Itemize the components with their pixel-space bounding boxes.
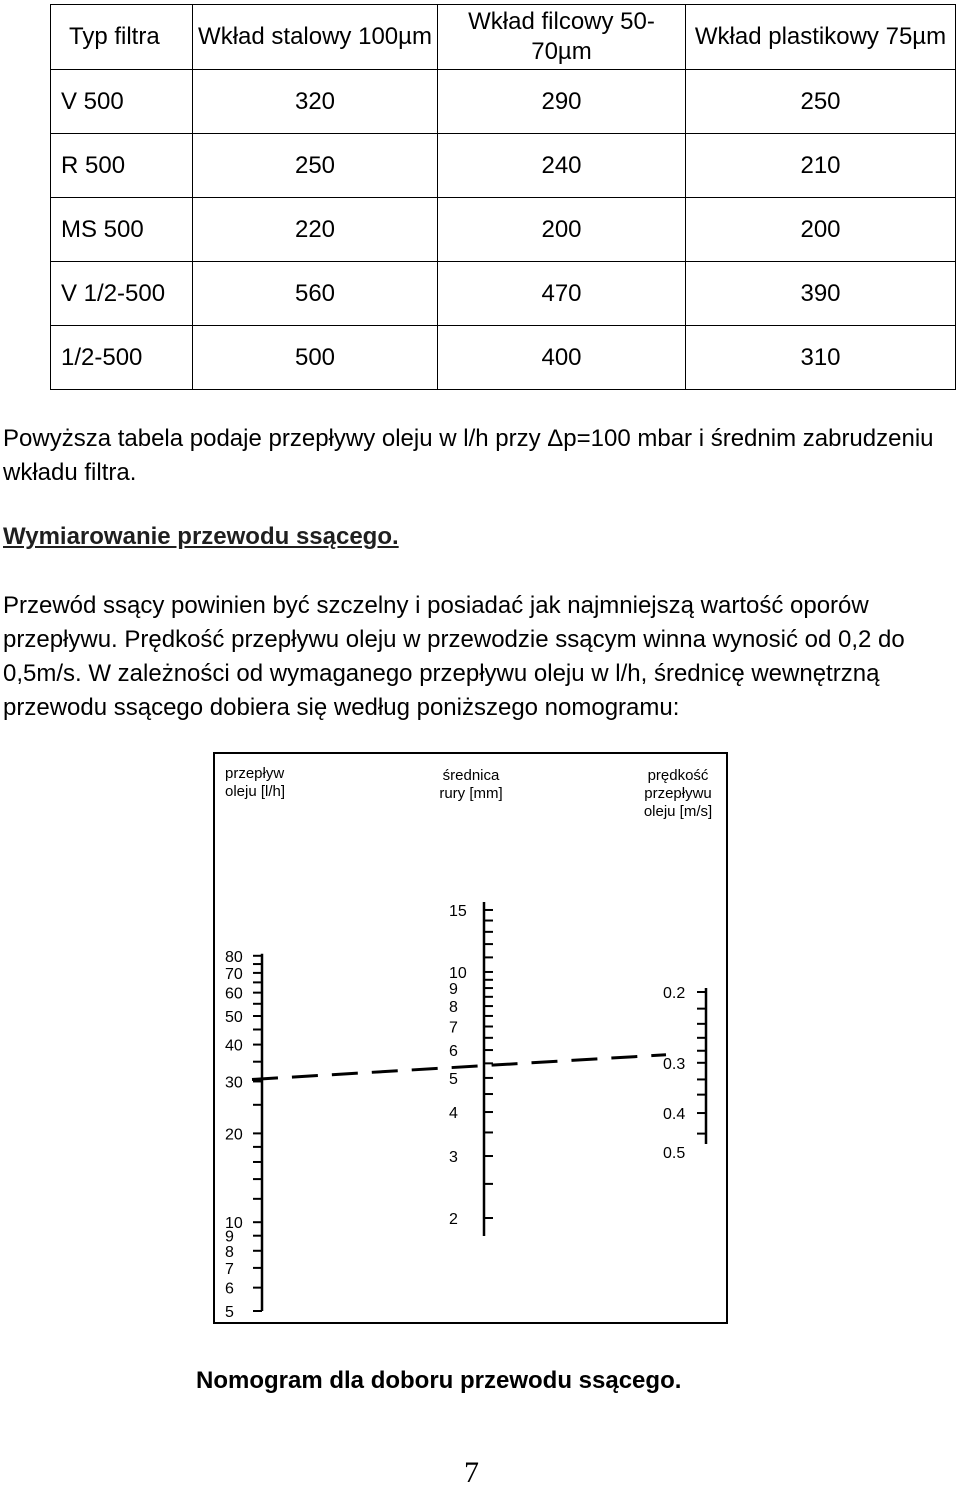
page-number: 7 (464, 1456, 479, 1489)
scale-title-line: średnica (442, 767, 500, 784)
table-header-cell: Typ filtra (51, 5, 193, 70)
filter-flow-table (50, 4, 956, 390)
scale-title-line: oleju [l/h] (225, 783, 286, 800)
table-row (51, 262, 956, 326)
table-header-cell: Wkład stalowy 100µm (193, 5, 438, 70)
flow-tick-label: 80 (225, 948, 243, 966)
velocity-tick-label: 0.3 (663, 1055, 686, 1073)
table-cell-value: 310 (686, 326, 956, 390)
velocity-scale-axis (663, 985, 706, 1162)
table-cell-type: 1/2-500 (51, 326, 193, 390)
table-row (51, 198, 956, 262)
table-cell-value: 290 (438, 70, 686, 134)
diameter-tick-label: 5 (449, 1070, 458, 1088)
diameter-tick-label: 6 (449, 1043, 458, 1061)
scale-title-line: prędkość (647, 767, 709, 784)
scale-title-line: oleju [m/s] (643, 803, 713, 820)
diameter-scale-axis (449, 902, 493, 1236)
table-cell-type: V 1/2-500 (51, 262, 193, 326)
table-row (51, 134, 956, 198)
diameter-tick-label: 10 (449, 964, 467, 982)
table-cell-value: 470 (438, 262, 686, 326)
scale-title-line: rury [mm] (439, 785, 503, 802)
flow-tick-label: 10 (225, 1215, 243, 1233)
diameter-tick-label: 9 (449, 981, 458, 999)
table-cell-value: 210 (686, 134, 956, 198)
table-header-row (51, 5, 956, 70)
table-cell-value: 500 (193, 326, 438, 390)
flow-scale-title (225, 765, 285, 800)
table-header-cell: Wkład plastikowy 75µm (686, 5, 956, 70)
diameter-tick-label: 7 (449, 1019, 458, 1037)
diameter-tick-label: 3 (449, 1149, 458, 1167)
flow-tick-label: 50 (225, 1009, 243, 1026)
flow-tick-label: 6 (225, 1280, 234, 1298)
flow-tick-label: 20 (225, 1126, 243, 1144)
body-paragraph: Przewód ssący powinien być szczelny i posiadać jak najmniejszą wartość oporów przepływu. Prędkość przepływu oleju w przewodzie ssącym winna wynosić od 0,2 do 0,5m/s. W zależności od wymaganego przepływu oleju w l/h, średnicę wewnętrzną przewodu ssącego dobiera się według poniższego nomogramu: (3, 592, 905, 721)
flow-tick-label: 70 (225, 965, 243, 983)
scale-title-line: przepływ (225, 765, 285, 782)
table-cell-value: 200 (438, 198, 686, 262)
velocity-tick-label: 0.4 (663, 1106, 686, 1124)
table-cell-value: 250 (686, 70, 956, 134)
diameter-tick-label: 8 (449, 999, 458, 1017)
figure-caption: Nomogram dla doboru przewodu ssącego. (196, 1367, 682, 1394)
table-cell-value: 400 (438, 326, 686, 390)
diameter-tick-label: 2 (449, 1211, 458, 1228)
table-cell-value: 240 (438, 134, 686, 198)
table-header-cell: Wkład filcowy 50-70µm (438, 5, 686, 70)
velocity-tick-label: 0.5 (663, 1145, 686, 1162)
table-cell-type: R 500 (51, 134, 193, 198)
flow-tick-label: 30 (225, 1074, 243, 1092)
table-cell-value: 560 (193, 262, 438, 326)
flow-scale-axis (225, 949, 262, 1321)
scale-title-line: przepływu (644, 785, 712, 802)
table-cell-value: 320 (193, 70, 438, 134)
flow-tick-label: 5 (225, 1304, 234, 1321)
flow-tick-label: 9 (225, 1228, 234, 1246)
flow-tick-label: 40 (225, 1037, 243, 1055)
nomogram-figure (213, 752, 728, 1324)
table-cell-value: 390 (686, 262, 956, 326)
section-heading: Wymiarowanie przewodu ssącego. (3, 523, 399, 550)
table-cell-value: 220 (193, 198, 438, 262)
nomogram-svg (215, 754, 726, 1322)
flow-tick-label: 7 (225, 1260, 234, 1278)
table-cell-type: V 500 (51, 70, 193, 134)
table-cell-type: MS 500 (51, 198, 193, 262)
flow-tick-label: 60 (225, 985, 243, 1003)
diameter-scale-title (439, 767, 502, 802)
table-row (51, 70, 956, 134)
velocity-tick-label: 0.2 (663, 985, 686, 1002)
example-dashed-line (252, 1055, 666, 1080)
diameter-tick-label: 15 (449, 902, 467, 920)
velocity-scale-title (644, 767, 712, 820)
table-cell-value: 250 (193, 134, 438, 198)
table-cell-value: 200 (686, 198, 956, 262)
diameter-tick-label: 4 (449, 1105, 458, 1123)
table-note: Powyższa tabela podaje przepływy oleju w l/h przy Δp=100 mbar i średnim zabrudzeniu wkładu filtra. (3, 425, 934, 486)
flow-tick-label: 8 (225, 1243, 234, 1261)
table-row (51, 326, 956, 390)
